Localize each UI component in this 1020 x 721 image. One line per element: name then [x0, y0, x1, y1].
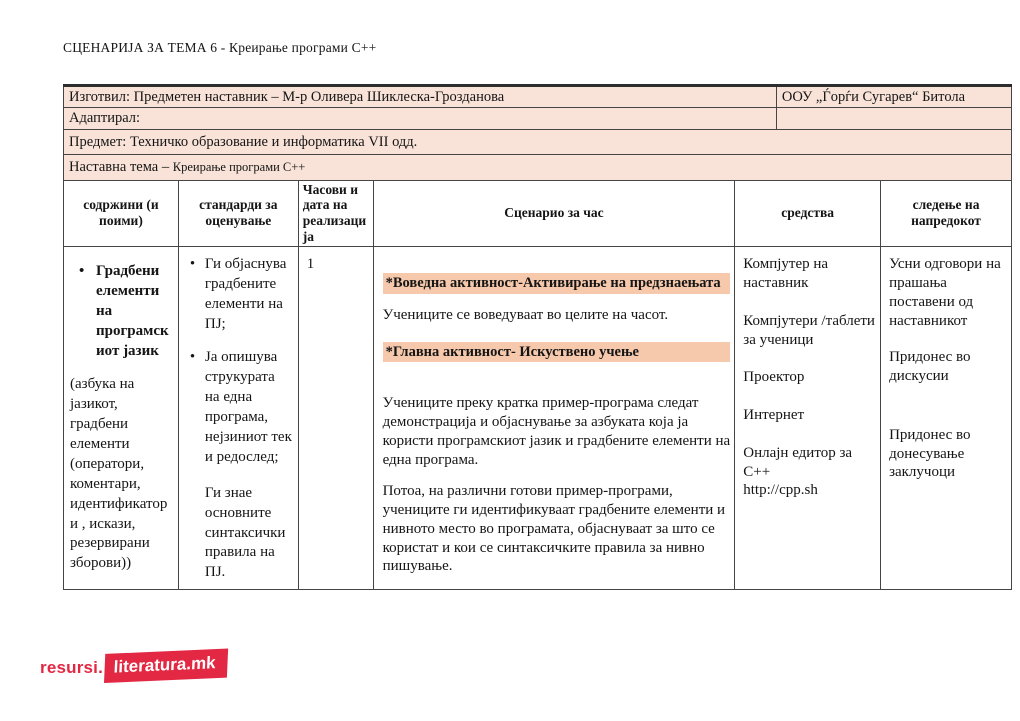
logo-text-resursi: resursi.: [40, 658, 104, 677]
scenario-paragraph: Учениците преку кратка пример-програма следат демонстрација и објаснување за азбуката која ја користи програмскиот јазик и градбените елементи на една програма.: [382, 395, 731, 468]
resources-cell: [735, 247, 881, 590]
monitoring-item: Усни одговори на прашања поставени од наставникот: [889, 256, 1001, 329]
standard-item: [184, 255, 293, 335]
standard-item: [184, 348, 293, 468]
resource-item: Проектор: [743, 369, 805, 386]
contents-term-item: [69, 262, 173, 362]
meta-row-adapted-by: [64, 108, 1012, 129]
bullet-icon: •: [79, 263, 85, 280]
resource-item: Компјутери /таблети за ученици: [743, 312, 875, 348]
col-header-hours: Часови и дата на реализација: [298, 180, 373, 247]
standard-text: Ја опишува струкурата на една програма, нејзиниот тек и редослед;: [204, 349, 292, 465]
lesson-row: [64, 247, 1012, 590]
col-header-standards: стандарди за оценување: [178, 180, 298, 247]
col-header-monitoring: следење на напредокот: [881, 180, 1012, 247]
hours-cell: [298, 247, 373, 590]
resursi-literatura-logo: [40, 654, 227, 683]
page-title: СЦЕНАРИЈА ЗА ТЕМА 6 - Креирање програми C++: [63, 40, 377, 55]
monitoring-item: Придонес во донесување заклучоци: [889, 426, 971, 481]
scenario-cell: [373, 247, 735, 590]
theme-cell: [64, 155, 1012, 180]
adapted-by-cell: Адаптирал:: [64, 108, 777, 129]
theme-label: Наставна тема –: [69, 159, 170, 176]
resource-item: Онлајн едитор за C++: [743, 444, 853, 480]
contents-term: Градбени елементи на програмскиот јазик: [96, 263, 169, 359]
contents-cell: [64, 247, 179, 590]
scenario-intro-text: Учениците се воведуваат во целите на часот.: [382, 306, 669, 323]
subject-cell: Предмет: Техничко образование и информатика VII одд.: [64, 129, 1012, 154]
school-cell: ООУ „Ѓорѓи Сугарев“ Битола: [776, 86, 1011, 108]
column-header-row: [64, 180, 1012, 247]
meta-row-prepared-by: [64, 86, 1012, 108]
theme-value: Креирање програми C++: [172, 160, 306, 175]
document-content: [63, 40, 1012, 590]
scenario-main-heading: *Главна активност- Искуствено учење: [383, 342, 731, 363]
resource-item: Интернет: [743, 407, 805, 423]
meta-row-subject: [64, 129, 1012, 154]
scenario-paragraph: Потоа, на различни готови пример-програми, учениците ги идентификуваат градбените елементи и нивното место во програмата, објаснуваат за што се користат и кои се синтаксичките правила за нивно пишување.: [382, 483, 726, 575]
resource-link-text: http://cpp.sh: [743, 482, 818, 499]
resource-item: Компјутер на наставник: [743, 256, 829, 291]
hours-value: 1: [306, 256, 315, 273]
prepared-by-cell: Изготвил: Предметен наставник – М-р Оливера Шиклеска-Грозданова: [64, 86, 777, 108]
monitoring-cell: [881, 247, 1012, 590]
lesson-plan-table: [63, 180, 1012, 591]
standards-cell: [178, 247, 298, 590]
adapted-by-value-cell: [776, 108, 1011, 129]
standard-extra-text: Ги знае основните синтаксички правила на ПЈ.: [204, 484, 286, 581]
bullet-icon: •: [189, 349, 196, 365]
standard-text: Ги објаснува градбените елементи на ПЈ;: [204, 256, 287, 333]
monitoring-item: Придонес во дискусии: [889, 349, 971, 384]
col-header-scenario: Сценарио за час: [373, 180, 735, 247]
contents-details: (азбука на јазикот, градбени елементи (оператори, коментари, идентификатори , искази, резервирани зборови)): [70, 375, 168, 572]
col-header-resources: средства: [735, 180, 881, 247]
bullet-icon: •: [189, 256, 196, 273]
scenario-intro-heading: *Воведна активност-Активирање на предзнаењата: [383, 273, 731, 294]
meta-row-theme: [64, 155, 1012, 180]
logo-box-literatura: literatura.mk: [104, 649, 228, 683]
lesson-meta-table: [63, 84, 1012, 181]
col-header-contents: содржини (и поими): [64, 180, 179, 247]
